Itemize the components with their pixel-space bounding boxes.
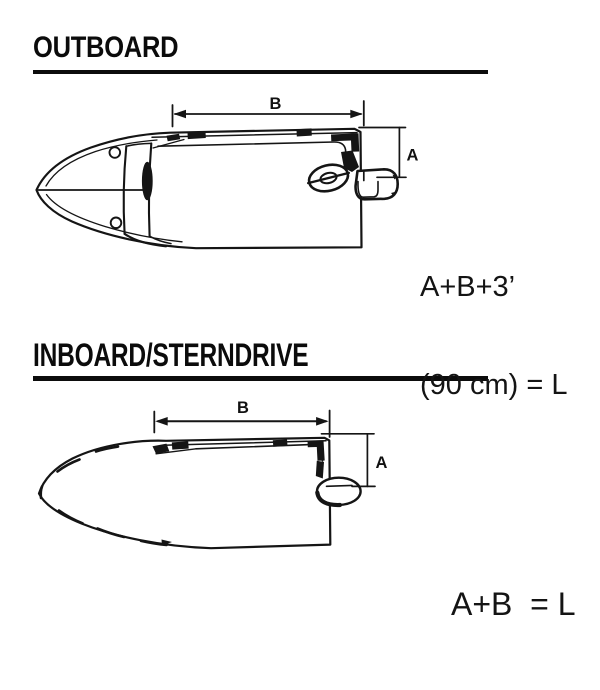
outboard-formula-line1: A+B+3’ <box>420 271 516 303</box>
arrow-left <box>155 417 168 426</box>
transom-bracket-lower <box>316 461 324 479</box>
sterndrive-boat-diagram <box>39 399 388 548</box>
outboard-dimension-b <box>173 95 364 127</box>
sterndrive-formula-line1: A+B = L <box>451 586 576 622</box>
outboard-boat-diagram <box>37 95 419 248</box>
arrow-right <box>316 417 329 426</box>
arrow-right <box>350 110 363 119</box>
pod-inner-line <box>327 485 353 486</box>
sterndrive-dimension-b <box>154 399 329 437</box>
cleat <box>273 439 288 446</box>
hull-outline <box>39 438 330 548</box>
cleat <box>188 131 206 139</box>
dimension-a-label: A <box>375 454 388 472</box>
section-title-outboard-text: OUTBOARD <box>33 31 179 64</box>
dimension-b-label: B <box>269 95 282 113</box>
section-title-inboard-sterndrive-text: INBOARD/STERNDRIVE <box>33 337 309 373</box>
dimension-b-label: B <box>237 399 249 417</box>
outboard-formula-line2: (90 cm) = L <box>420 368 568 401</box>
dimension-a-label: A <box>406 146 419 165</box>
cleat <box>172 441 189 449</box>
cleat <box>297 128 312 136</box>
arrow-left <box>174 110 187 119</box>
